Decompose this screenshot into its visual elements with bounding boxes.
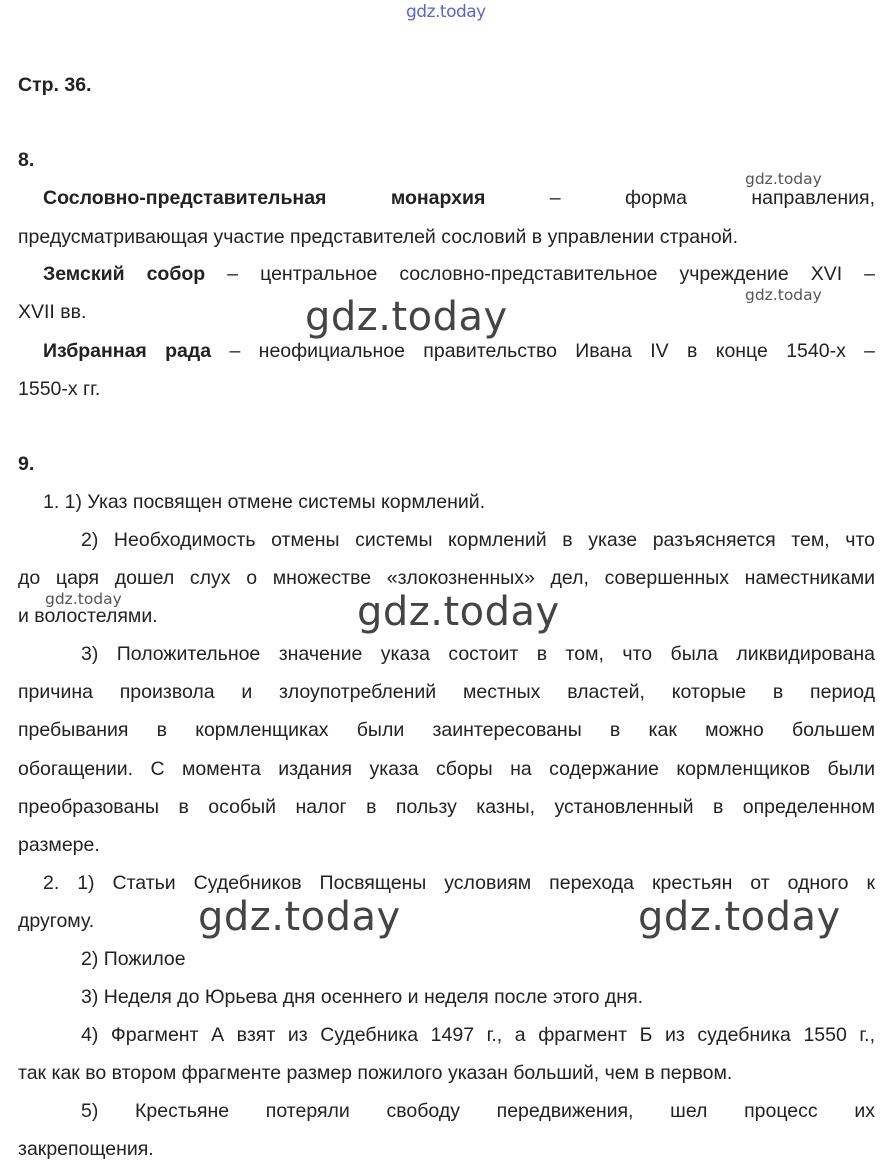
answer-line: 2) Необходимость отмены системы кормлений в указе разъясняется тем, что	[81, 529, 875, 551]
answer-line: 4) Фрагмент А взят из Судебника 1497 г., а фрагмент Б из судебника 1550 г.,	[81, 1024, 875, 1046]
term-1-title: Сословно-представительная монархия	[43, 187, 486, 209]
answer-line: и волостелями.	[18, 605, 158, 627]
answer-line: преобразованы в особый налог в пользу казны, установленный в определенном	[18, 796, 875, 818]
answer-line: до царя дошел слух о множестве «злокозненных» дел, совершенных наместниками	[18, 567, 875, 589]
section-8-number: 8.	[18, 149, 35, 171]
watermark-large: gdz.today	[305, 294, 508, 340]
term-2-title: Земский собор	[43, 263, 206, 285]
answer-line: 3) Положительное значение указа состоит в том, что была ликвидирована	[81, 643, 875, 665]
answer-line: 2) Пожилое	[81, 948, 186, 970]
term-3-line-2: 1550-х гг.	[18, 378, 101, 400]
watermark-top: gdz.today	[406, 2, 486, 22]
answer-line: пребывания в кормленщиках были заинтересованы в как можно большем	[18, 719, 875, 741]
term-1-definition: – форма направления,	[485, 187, 875, 209]
page-label: Стр. 36.	[18, 74, 92, 96]
watermark-large: gdz.today	[638, 894, 841, 940]
answer-line: 2. 1) Статьи Судебников Посвящены условиям перехода крестьян от одного к	[43, 872, 875, 894]
term-1-line-2: предусматривающая участие представителей сословий в управлении страной.	[18, 226, 738, 248]
term-3-title: Избранная рада	[43, 340, 212, 362]
watermark-small: gdz.today	[745, 170, 822, 188]
watermark-small: gdz.today	[45, 590, 122, 608]
term-2-definition: – центральное сословно-представительное учреждение XVI –	[205, 263, 876, 285]
answer-line: другому.	[18, 910, 95, 932]
answer-line: причина произвола и злоупотреблений местных властей, которые в период	[18, 681, 875, 703]
term-2-line-1	[43, 262, 875, 286]
watermark-small: gdz.today	[745, 286, 822, 304]
answer-line: размере.	[18, 834, 100, 856]
term-1-line-1	[43, 186, 875, 210]
watermark-large: gdz.today	[198, 894, 401, 940]
answer-line: 3) Неделя до Юрьева дня осеннего и неделя после этого дня.	[81, 986, 644, 1008]
answer-line: 1. 1) Указ посвящен отмене системы кормлений.	[43, 491, 486, 513]
term-2-line-2: XVII вв.	[18, 301, 87, 323]
term-3-line-1	[43, 339, 875, 363]
term-3-definition: – неофициальное правительство Ивана IV в конце 1540-х –	[211, 340, 876, 362]
section-9-number: 9.	[18, 453, 35, 475]
answer-line: так как во втором фрагменте размер пожилого указан больший, чем в первом.	[18, 1062, 733, 1084]
answer-line: 5) Крестьяне потеряли свободу передвижения, шел процесс их	[81, 1100, 875, 1122]
watermark-large: gdz.today	[357, 589, 560, 635]
answer-line: закрепощения.	[18, 1138, 154, 1160]
answer-line: обогащении. С момента издания указа сборы на содержание кормленщиков были	[18, 758, 875, 780]
